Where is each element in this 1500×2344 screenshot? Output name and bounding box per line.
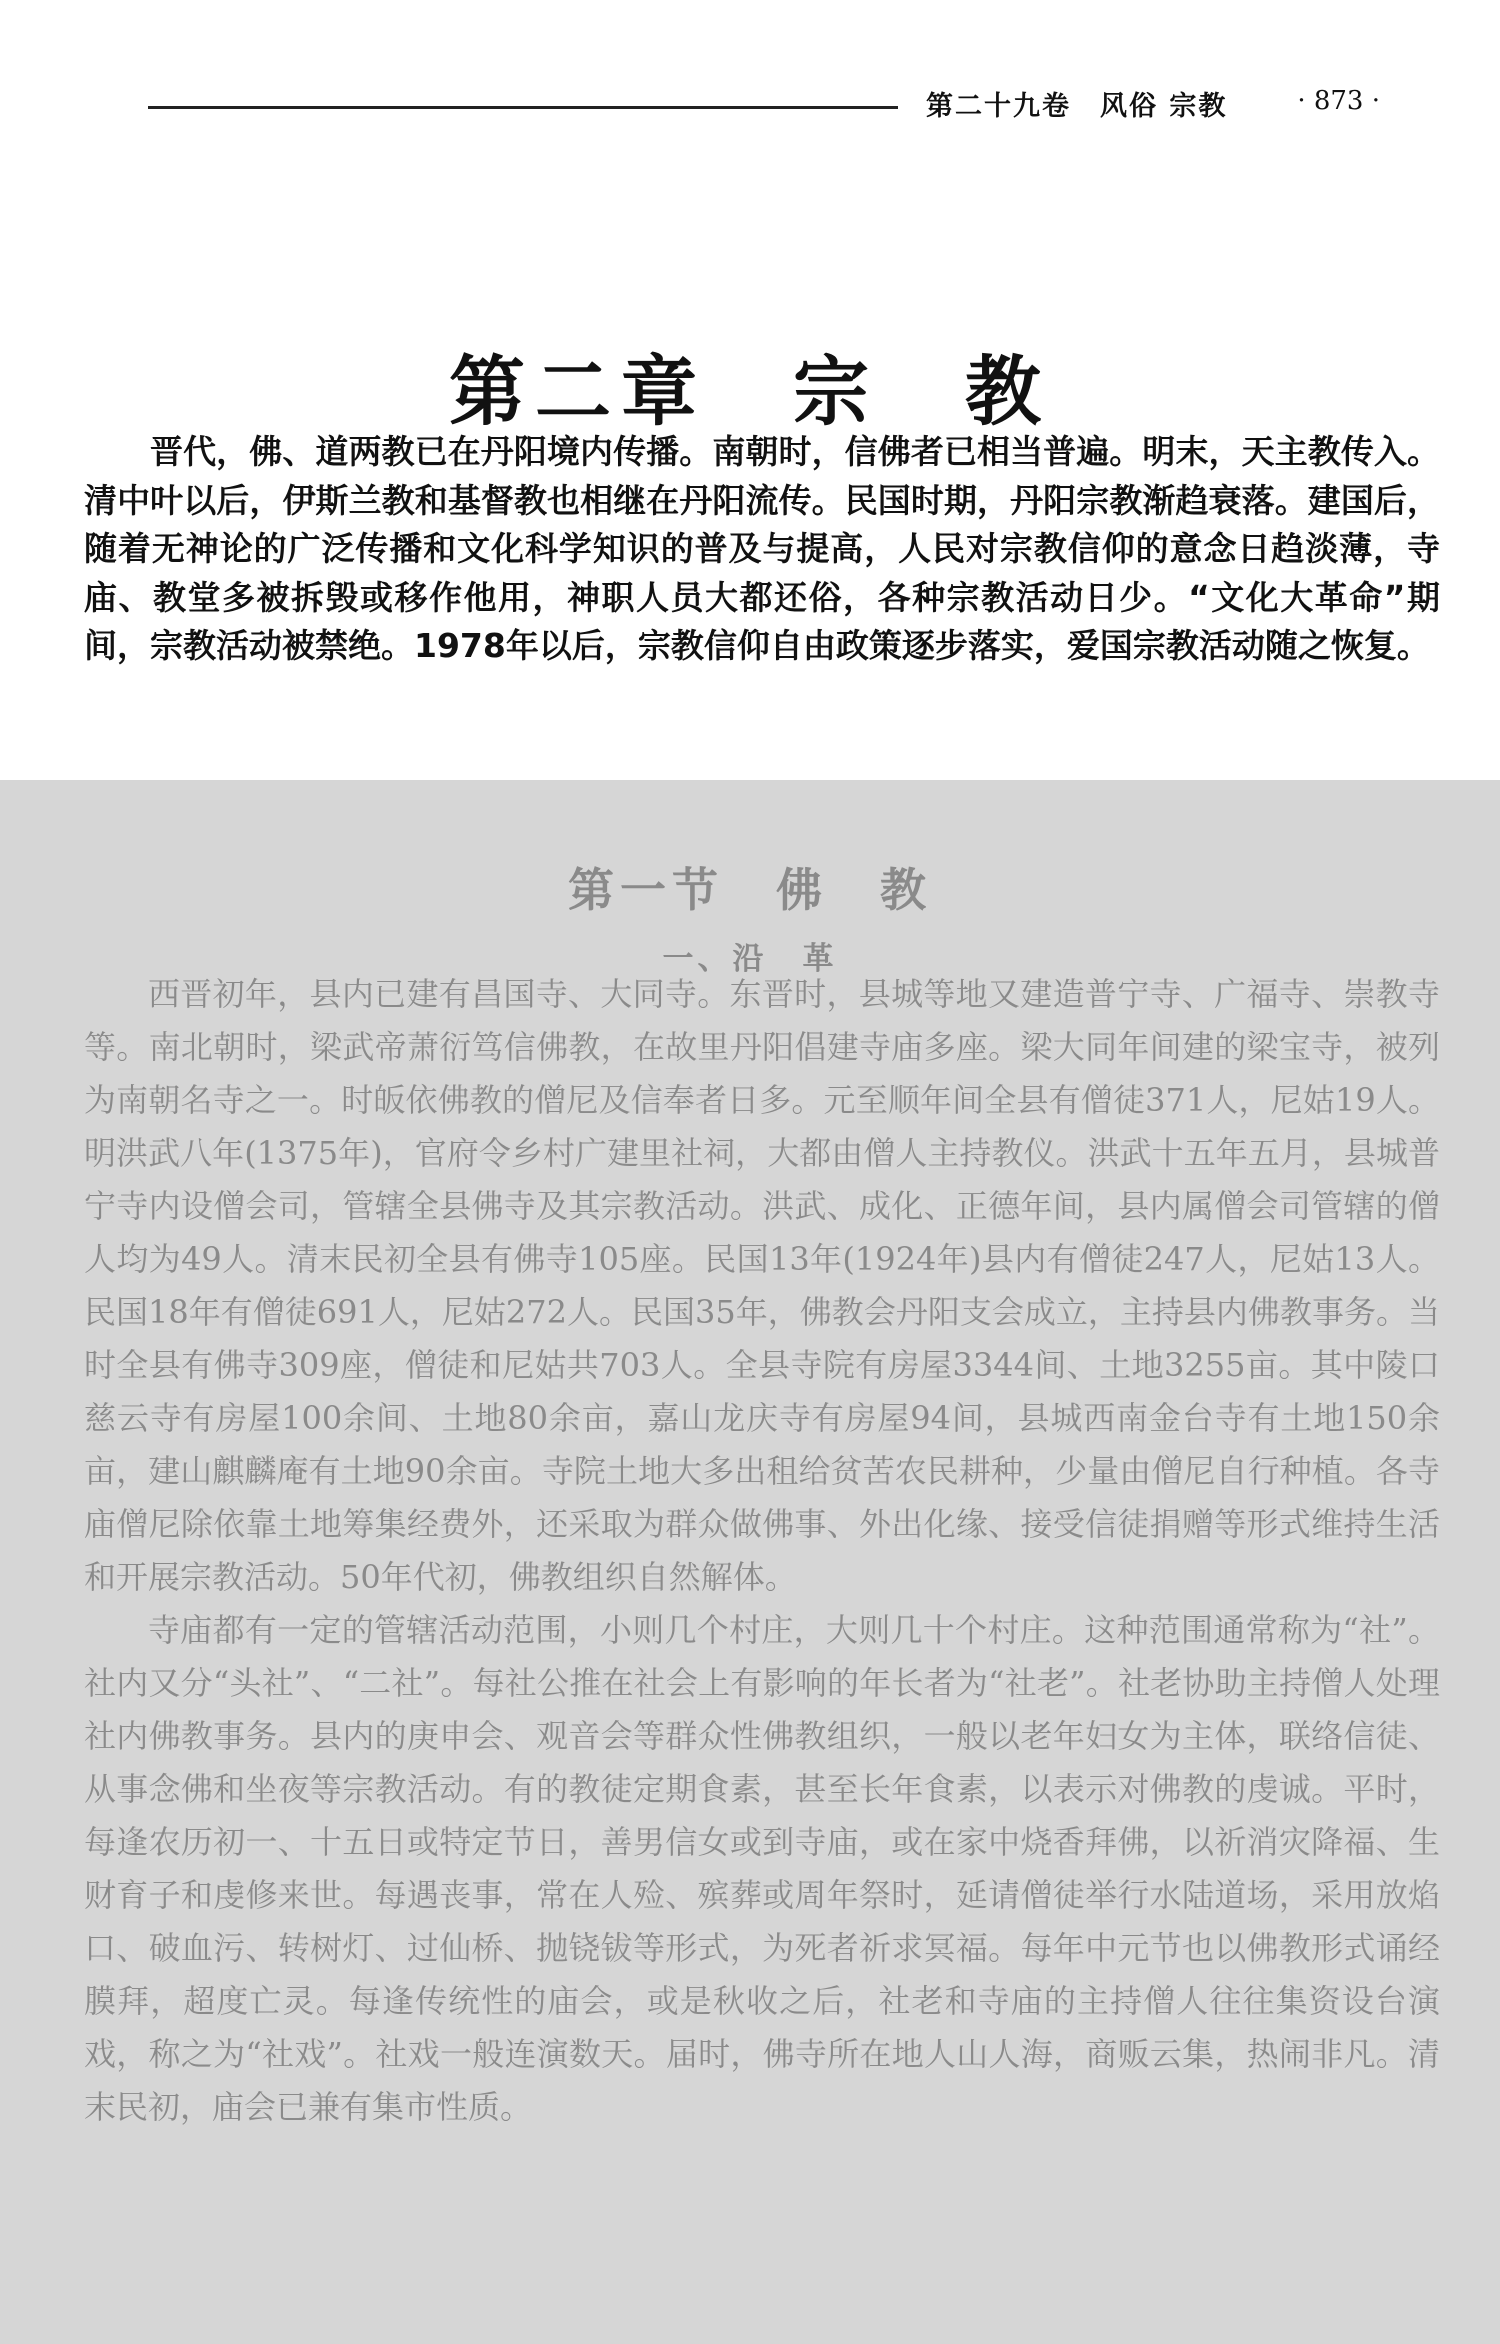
paragraph: 西晋初年，县内已建有昌国寺、大同寺。东晋时，县城等地又建造普宁寺、广福寺、崇教寺等。南北朝时，梁武帝萧衍笃信佛教，在故里丹阳倡建寺庙多座。梁大同年间建的梁宝寺，被列为南朝名寺之一。时皈依佛教的僧尼及信奉者日多。元至顺年间全县有僧徒371人，尼姑19人。明洪武八年(1375年)，官府令乡村广建里社祠，大都由僧人主持教仪。洪武十五年五月，县城普宁寺内设僧会司，管辖全县佛寺及其宗教活动。洪武、成化、正德年间，县内属僧会司管辖的僧人均为49人。清末民初全县有佛寺105座。民国13年(1924年)县内有僧徒247人，尼姑13人。民国18年有僧徒691人，尼姑272人。民国35年，佛教会丹阳支会成立，主持县内佛教事务。当时全县有佛寺309座，僧徒和尼姑共703人。全县寺院有房屋3344间、土地3255亩。其中陵口慈云寺有房屋100余间、土地80余亩，嘉山龙庆寺有房屋94间，县城西南金台寺有土地150余亩，建山麒麟庵有土地90余亩。寺院土地大多出租给贫苦农民耕种，少量由僧尼自行种植。各寺庙僧尼除依靠土地筹集经费外，还采取为群众做佛事、外出化缘、接受信徒捐赠等形式维持生活和开展宗教活动。50年代初，佛教组织自然解体。 [84,975,1440,1596]
header-rule [148,106,898,109]
chapter-title: 第二章 宗 教 [449,346,1051,436]
paragraph: 寺庙都有一定的管辖活动范围，小则几个村庄，大则几十个村庄。这种范围通常称为“社”。社内又分“头社”、“二社”。每社公推在社会上有影响的年长者为“社老”。社老协助主持僧人处理社内佛教事务。县内的庚申会、观音会等群众性佛教组织，一般以老年妇女为主体，联络信徒、从事念佛和坐夜等宗教活动。有的教徒定期食素，甚至长年食素，以表示对佛教的虔诚。平时，每逢农历初一、十五日或特定节日，善男信女或到寺庙，或在家中烧香拜佛，以祈消灾降福、生财育子和虔修来世。每遇丧事，常在人殓、殡葬或周年祭时，延请僧徒举行水陆道场，采用放焰口、破血污、转树灯、过仙桥、抛铙钹等形式，为死者祈求冥福。每年中元节也以佛教形式诵经膜拜，超度亡灵。每逢传统性的庙会，或是秋收之后，社老和寺庙的主持僧人往往集资设台演戏，称之为“社戏”。社戏一般连演数天。届时，佛寺所在地人山人海，商贩云集，热闹非凡。清末民初，庙会已兼有集市性质。 [84,1611,1440,2126]
running-header [148,84,1380,128]
section-title: 第一节 佛 教 [568,863,932,918]
running-title: 第二十九卷 风俗 宗教 [926,91,1228,122]
chapter-intro: 晋代，佛、道两教已在丹阳境内传播。南朝时，信佛者已相当普遍。明末，天主教传入。清中叶以后，伊斯兰教和基督教也相继在丹阳流传。民国时期，丹阳宗教渐趋衰落。建国后，随着无神论的广泛传播和文化科学知识的普及与提高，人民对宗教信仰的意念日趋淡薄，寺庙、教堂多被拆毁或移作他用，神职人员大都还俗，各种宗教活动日少。“文化大革命”期间，宗教活动被禁绝。1978年以后，宗教信仰自由政策逐步落实，爱国宗教活动随之恢复。 [84,432,1440,665]
section-buddhism [0,780,1500,2344]
page-number: · 873 · [1297,86,1380,116]
subsection-title: 一、沿 革 [662,941,838,977]
section-body [84,968,1440,2134]
